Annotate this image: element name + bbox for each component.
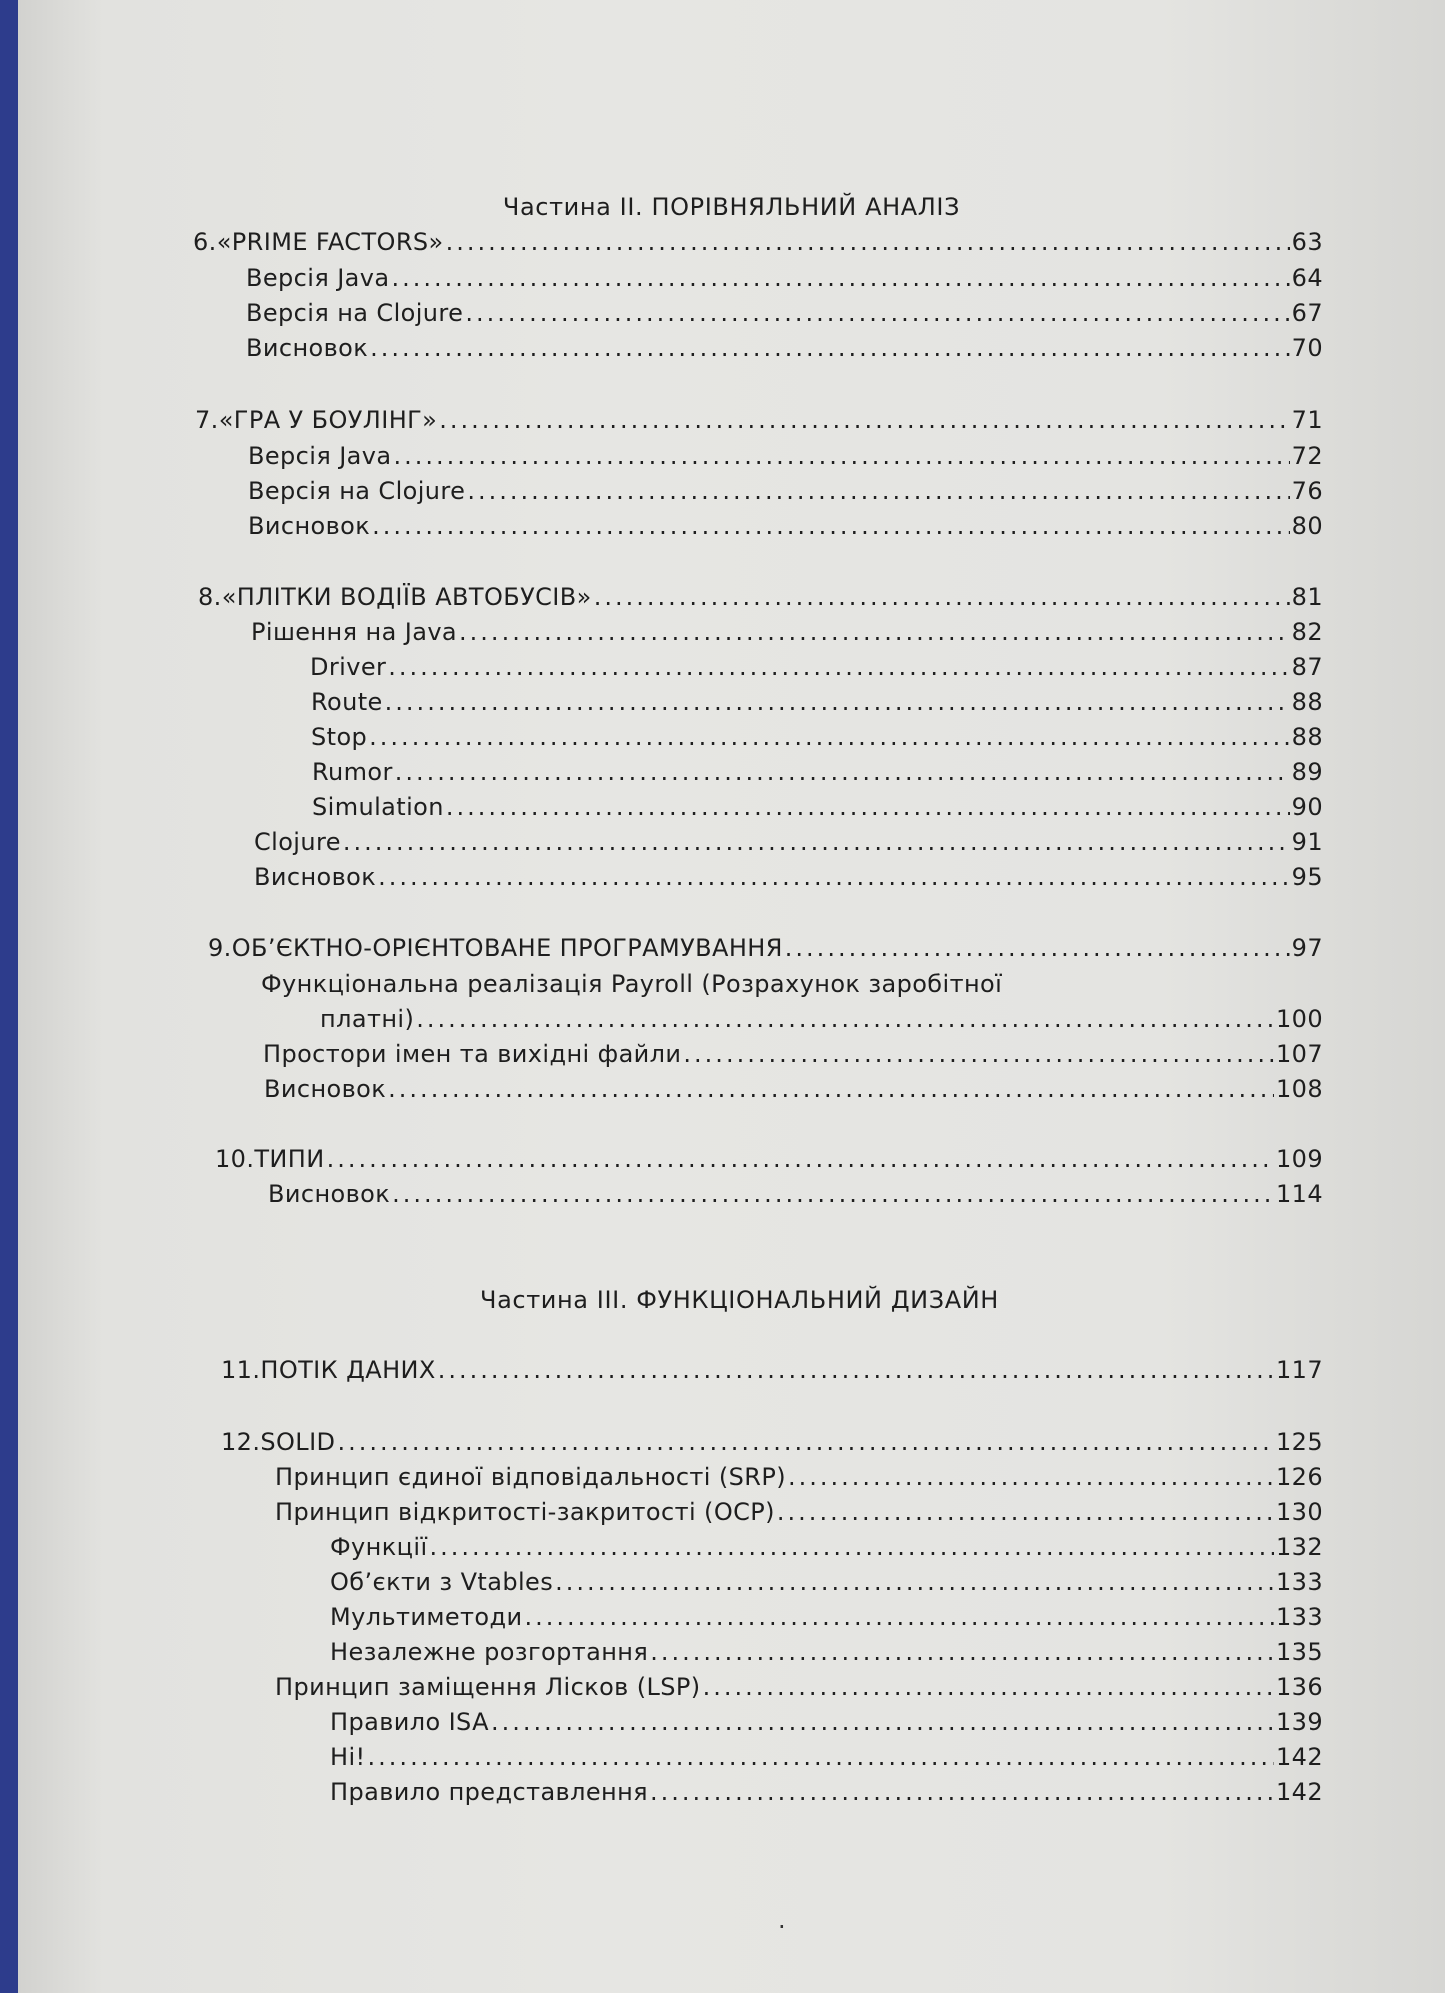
- page-number: 132: [1275, 1533, 1323, 1561]
- dot-leader: [327, 1145, 1274, 1173]
- page-number: 117: [1275, 1356, 1323, 1384]
- toc-entry-chapter-6[interactable]: [193, 228, 1323, 260]
- entry-title: Висновок: [268, 1180, 391, 1208]
- toc-entry-section[interactable]: [275, 1673, 1323, 1705]
- entry-title: Висновок: [246, 334, 369, 362]
- toc-entry-subsection[interactable]: [330, 1778, 1323, 1810]
- page-number: 135: [1275, 1638, 1323, 1666]
- page-number: 108: [1275, 1075, 1323, 1103]
- dot-leader: [343, 828, 1290, 856]
- page-number: 64: [1291, 264, 1323, 292]
- toc-entry-section[interactable]: [268, 1180, 1323, 1212]
- entry-title: Рішення на Java: [251, 618, 458, 646]
- dot-leader: [439, 406, 1289, 434]
- dot-leader: [337, 1428, 1274, 1456]
- dot-leader: [703, 1673, 1274, 1701]
- toc-entry-section[interactable]: [264, 1075, 1323, 1107]
- page-number: 126: [1275, 1463, 1323, 1491]
- toc-entry-section[interactable]: [246, 264, 1323, 296]
- page-number: 71: [1291, 406, 1323, 434]
- entry-title: Висновок: [264, 1075, 387, 1103]
- page-number: 81: [1291, 583, 1323, 611]
- toc-entry-section-line-2[interactable]: [320, 1005, 1323, 1037]
- dot-leader: [369, 723, 1289, 751]
- page-number: 136: [1275, 1673, 1323, 1701]
- entry-title: Simulation: [312, 793, 444, 821]
- dot-leader: [370, 334, 1289, 362]
- dot-leader: [395, 758, 1290, 786]
- page-number: 87: [1291, 653, 1323, 681]
- dot-leader: [388, 653, 1289, 681]
- toc-entry-subsection[interactable]: [330, 1568, 1323, 1600]
- entry-title: Rumor: [312, 758, 393, 786]
- chapter-number: 8.: [198, 583, 222, 611]
- chapter-number: 6.: [193, 228, 217, 256]
- page-number: 88: [1291, 723, 1323, 751]
- entry-title: Правило ISA: [330, 1708, 489, 1736]
- dot-leader: [416, 1005, 1274, 1033]
- page-number: 125: [1275, 1428, 1323, 1456]
- page-number: 72: [1291, 442, 1323, 470]
- toc-entry-section[interactable]: [263, 1040, 1323, 1072]
- page-number: 107: [1275, 1040, 1323, 1068]
- toc-entry-section[interactable]: [275, 1463, 1323, 1495]
- page-number: 80: [1291, 512, 1323, 540]
- toc-entry-subsection[interactable]: [330, 1743, 1323, 1775]
- page-number: 63: [1291, 228, 1323, 256]
- page-number: 133: [1275, 1603, 1323, 1631]
- entry-title: Функції: [330, 1533, 428, 1561]
- entry-title: Висновок: [254, 863, 377, 891]
- page-number: 100: [1275, 1005, 1323, 1033]
- dot-leader: [777, 1498, 1274, 1526]
- entry-title: ТИПИ: [254, 1145, 325, 1173]
- chapter-number: 9.: [208, 934, 232, 962]
- dot-leader: [683, 1040, 1274, 1068]
- dot-leader: [525, 1603, 1274, 1631]
- dot-leader: [446, 793, 1290, 821]
- toc-entry-subsection[interactable]: [330, 1708, 1323, 1740]
- page-number: 70: [1291, 334, 1323, 362]
- toc-entry-chapter-8[interactable]: [198, 583, 1323, 615]
- toc-entry-subsection[interactable]: [310, 653, 1323, 685]
- page-number: 133: [1275, 1568, 1323, 1596]
- dot-leader: [430, 1533, 1274, 1561]
- page-number: 109: [1275, 1145, 1323, 1173]
- book-page: [18, 0, 1445, 1993]
- entry-title: Принцип єдиної відповідальності (SRP): [275, 1463, 786, 1491]
- dot-leader: [372, 512, 1289, 540]
- toc-entry-section[interactable]: [254, 828, 1323, 860]
- page-number: 88: [1291, 688, 1323, 716]
- toc-entry-section[interactable]: [275, 1498, 1323, 1530]
- toc-entry-subsection[interactable]: [330, 1603, 1323, 1635]
- toc-entry-chapter-9[interactable]: [208, 934, 1323, 966]
- toc-entry-section[interactable]: [246, 299, 1323, 331]
- entry-title: Висновок: [248, 512, 371, 540]
- toc-entry-section[interactable]: [254, 863, 1323, 895]
- entry-title: Driver: [310, 653, 387, 681]
- dot-leader: [368, 1743, 1274, 1771]
- toc-entry-chapter-10[interactable]: [215, 1145, 1323, 1177]
- toc-entry-chapter-11[interactable]: [221, 1356, 1323, 1388]
- dot-leader: [392, 264, 1290, 292]
- page-number: 91: [1291, 828, 1323, 856]
- page-number: 142: [1275, 1743, 1323, 1771]
- dot-leader: [446, 228, 1290, 256]
- page-number: 90: [1291, 793, 1323, 821]
- entry-title: Об’єкти з Vtables: [330, 1568, 554, 1596]
- toc-entry-subsection[interactable]: [312, 758, 1323, 790]
- page-number: 95: [1291, 863, 1323, 891]
- dot-leader: [555, 1568, 1274, 1596]
- entry-title: ОБ’ЄКТНО-ОРІЄНТОВАНЕ ПРОГРАМУВАННЯ: [231, 934, 783, 962]
- entry-title: Принцип відкритості-закритості (OCP): [275, 1498, 775, 1526]
- entry-title: Версія на Clojure: [248, 477, 466, 505]
- page-number: 142: [1275, 1778, 1323, 1806]
- entry-title: Принцип заміщення Лісков (LSP): [275, 1673, 701, 1701]
- entry-title: Route: [311, 688, 383, 716]
- entry-title: Простори імен та вихідні файли: [263, 1040, 682, 1068]
- entry-title: Clojure: [254, 828, 341, 856]
- entry-title: Мультиметоди: [330, 1603, 523, 1631]
- entry-title: Правило представлення: [330, 1778, 649, 1806]
- chapter-number: 10.: [215, 1145, 255, 1173]
- page-number: 130: [1275, 1498, 1323, 1526]
- dot-leader: [438, 1356, 1274, 1384]
- toc-entry-subsection[interactable]: [311, 688, 1323, 720]
- entry-title: платні): [320, 1005, 415, 1033]
- dot-leader: [650, 1638, 1274, 1666]
- chapter-number: 12.: [221, 1428, 261, 1456]
- entry-title: «ГРА У БОУЛІНГ»: [218, 406, 438, 434]
- toc-entry-subsection[interactable]: [311, 723, 1323, 755]
- entry-title: «PRIME FACTORS»: [216, 228, 444, 256]
- dot-leader: [785, 934, 1290, 962]
- entry-title: Версія на Clojure: [246, 299, 464, 327]
- chapter-number: 11.: [221, 1356, 261, 1384]
- dot-leader: [388, 1075, 1274, 1103]
- dot-leader: [491, 1708, 1274, 1736]
- entry-title: ПОТІК ДАНИХ: [260, 1356, 436, 1384]
- toc-entry-subsection[interactable]: [330, 1533, 1323, 1565]
- page-number: 97: [1291, 934, 1323, 962]
- part-2-heading: Частина II. ПОРІВНЯЛЬНИЙ АНАЛІЗ: [502, 193, 961, 221]
- toc-entry-section[interactable]: [246, 334, 1323, 366]
- footer-mark: .: [778, 1906, 786, 1934]
- page-number: 89: [1291, 758, 1323, 786]
- toc-entry-section[interactable]: [248, 442, 1323, 474]
- toc-entry-section[interactable]: [248, 477, 1323, 509]
- chapter-number: 7.: [195, 406, 219, 434]
- dot-leader: [650, 1778, 1274, 1806]
- entry-title: SOLID: [260, 1428, 336, 1456]
- dot-leader: [467, 477, 1289, 505]
- dot-leader: [394, 442, 1290, 470]
- dot-leader: [788, 1463, 1274, 1491]
- page-number: 139: [1275, 1708, 1323, 1736]
- toc-entry-section[interactable]: [248, 512, 1323, 544]
- toc-entry-subsection[interactable]: [330, 1638, 1323, 1670]
- toc-entry-section[interactable]: [251, 618, 1323, 650]
- entry-title: «ПЛІТКИ ВОДІЇВ АВТОБУСІВ»: [221, 583, 592, 611]
- toc-entry-chapter-7[interactable]: [195, 406, 1323, 438]
- page-number: 67: [1291, 299, 1323, 327]
- entry-title: Ні!: [330, 1743, 366, 1771]
- page-number: 82: [1291, 618, 1323, 646]
- dot-leader: [459, 618, 1290, 646]
- dot-leader: [594, 583, 1290, 611]
- page-number: 114: [1275, 1180, 1323, 1208]
- dot-leader: [392, 1180, 1274, 1208]
- dot-leader: [465, 299, 1289, 327]
- entry-title: Версія Java: [246, 264, 390, 292]
- dot-leader: [385, 688, 1290, 716]
- toc-entry-subsection[interactable]: [312, 793, 1323, 825]
- toc-entry-chapter-12[interactable]: [221, 1428, 1323, 1460]
- entry-title: Stop: [311, 723, 368, 751]
- toc-entry-section-line-1[interactable]: Функціональна реалізація Payroll (Розрахунок заробітної: [261, 970, 1003, 998]
- entry-title: Версія Java: [248, 442, 392, 470]
- page-number: 76: [1291, 477, 1323, 505]
- part-3-heading: Частина III. ФУНКЦІОНАЛЬНИЙ ДИЗАЙН: [480, 1286, 999, 1314]
- dot-leader: [378, 863, 1289, 891]
- entry-title: Незалежне розгортання: [330, 1638, 649, 1666]
